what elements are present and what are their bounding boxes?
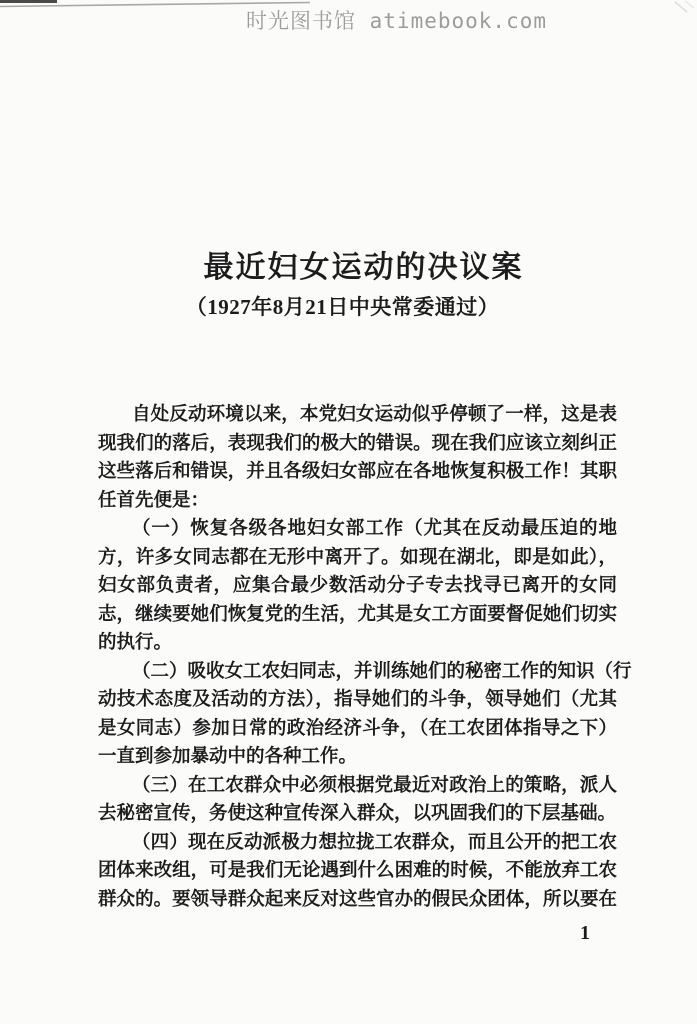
body-line: 去秘密宣传，务使这种宣传深入群众，以巩固我们的下层基础。 xyxy=(98,804,617,824)
watermark: 时光图书馆 atimebook.com xyxy=(246,9,548,33)
page-number: 1 xyxy=(580,922,590,944)
body-line: 妇女部负责者，应集合最少数活动分子专去找寻已离开的女同 xyxy=(98,576,617,596)
body-line: 是女同志）参加日常的政治经济斗争，（在工农团体指导之下） xyxy=(98,718,617,739)
document-subtitle: （1927年8月21日中央常委通过） xyxy=(185,295,500,319)
body-line: 一直到参加暴动中的各种工作。 xyxy=(98,747,358,767)
body-line: 志，继续要她们恢复党的生活，尤其是女工方面要督促她们切实 xyxy=(98,604,617,625)
body-line: 团体来改组，可是我们无论遇到什么困难的时候，不能放弃工农 xyxy=(98,861,617,881)
body-line: （三）在工农群众中必须根据党最近对政治上的策略，派人 xyxy=(132,775,617,796)
body-line: （二）吸收女工农妇同志，并训练她们的秘密工作的知识（行 xyxy=(132,661,632,682)
body-line: 的执行。 xyxy=(98,633,173,653)
body-line: 现我们的落后，表现我们的极大的错误。现在我们应该立刻纠正 xyxy=(98,433,617,454)
body-line: 任首先便是： xyxy=(98,490,210,511)
body-line: 这些落后和错误，并且各级妇女部应在各地恢复积极工作！其职 xyxy=(98,462,617,482)
body-line: 动技术态度及活动的方法），指导她们的斗争，领导她们（尤其 xyxy=(98,690,617,710)
body-line: （四）现在反动派极力想拉拢工农群众，而且公开的把工农 xyxy=(132,832,617,853)
body-line: 自处反动环境以来，本党妇女运动似乎停顿了一样，这是表 xyxy=(132,405,617,425)
body-line: 方，许多女同志都在无形中离开了。如现在湖北，即是如此）， xyxy=(98,547,617,568)
body-line: （一）恢复各级各地妇女部工作（尤其在反动最压迫的地 xyxy=(132,519,617,539)
document-title: 最近妇女运动的决议案 xyxy=(203,251,524,284)
scan-corner-artifact xyxy=(647,0,697,16)
document-body xyxy=(98,401,632,914)
body-line: 群众的。要领导群众起来反对这些官办的假民众团体，所以要在 xyxy=(98,889,617,910)
